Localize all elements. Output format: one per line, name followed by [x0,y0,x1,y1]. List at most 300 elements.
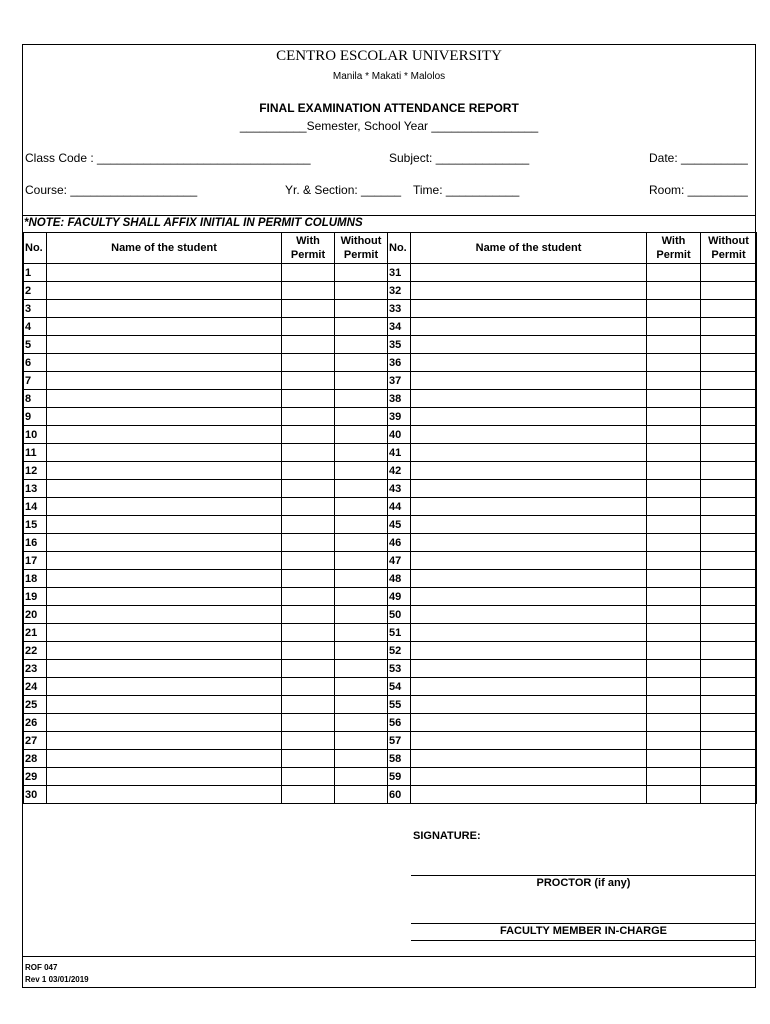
row-number-left: 27 [24,732,47,750]
row-number-right: 47 [388,552,411,570]
col-name-right: Name of the student [411,233,647,264]
student-name-cell [411,516,647,534]
table-row [24,714,757,732]
without-permit-cell [335,606,388,624]
without-permit-cell [701,624,757,642]
student-name-cell [411,768,647,786]
without-permit-cell [335,282,388,300]
row-number-right: 32 [388,282,411,300]
row-number-left: 2 [24,282,47,300]
without-permit-cell [701,642,757,660]
row-number-right: 40 [388,426,411,444]
table-row [24,282,757,300]
without-permit-cell [335,372,388,390]
row-number-right: 59 [388,768,411,786]
table-row [24,570,757,588]
with-permit-cell [647,516,701,534]
with-permit-cell [282,408,335,426]
col-with-permit-left: With Permit [282,233,335,264]
student-name-cell [47,606,282,624]
row-number-left: 18 [24,570,47,588]
without-permit-cell [335,696,388,714]
time-field: Time: ___________ [413,183,520,197]
report-title: FINAL EXAMINATION ATTENDANCE REPORT [259,101,519,115]
without-permit-cell [335,570,388,588]
with-permit-cell [282,300,335,318]
row-number-right: 41 [388,444,411,462]
row-number-left: 10 [24,426,47,444]
student-name-cell [411,606,647,624]
student-name-cell [47,318,282,336]
table-row [24,480,757,498]
with-permit-cell [647,660,701,678]
student-name-cell [411,264,647,282]
row-number-right: 58 [388,750,411,768]
student-name-cell [411,732,647,750]
row-number-left: 11 [24,444,47,462]
date-field: Date: __________ [649,151,748,165]
with-permit-cell [647,408,701,426]
university-name: CENTRO ESCOLAR UNIVERSITY [276,48,502,64]
with-permit-cell [282,354,335,372]
with-permit-cell [647,336,701,354]
student-name-cell [47,534,282,552]
without-permit-cell [701,372,757,390]
without-permit-cell [335,750,388,768]
student-name-cell [47,624,282,642]
student-name-cell [411,480,647,498]
without-permit-cell [335,552,388,570]
row-number-left: 19 [24,588,47,606]
with-permit-cell [647,786,701,804]
student-name-cell [411,786,647,804]
with-permit-cell [647,570,701,588]
with-permit-cell [282,534,335,552]
with-permit-cell [282,516,335,534]
table-row [24,516,757,534]
campus-list: Manila * Makati * Malolos [332,71,446,82]
without-permit-cell [701,264,757,282]
with-permit-cell [647,390,701,408]
row-number-right: 60 [388,786,411,804]
with-permit-cell [282,660,335,678]
with-permit-cell [282,282,335,300]
student-name-cell [47,444,282,462]
without-permit-cell [701,714,757,732]
table-row [24,732,757,750]
student-name-cell [411,750,647,768]
row-number-right: 48 [388,570,411,588]
student-name-cell [411,660,647,678]
without-permit-cell [335,732,388,750]
table-row [24,750,757,768]
student-name-cell [47,480,282,498]
row-number-right: 46 [388,534,411,552]
without-permit-cell [335,300,388,318]
with-permit-cell [282,498,335,516]
table-row [24,678,757,696]
with-permit-cell [647,750,701,768]
with-permit-cell [647,606,701,624]
row-number-left: 4 [24,318,47,336]
student-name-cell [47,300,282,318]
student-name-cell [47,696,282,714]
student-name-cell [411,354,647,372]
student-name-cell [47,678,282,696]
without-permit-cell [335,642,388,660]
student-name-cell [411,318,647,336]
with-permit-cell [282,606,335,624]
student-name-cell [47,426,282,444]
row-number-left: 1 [24,264,47,282]
with-permit-cell [282,678,335,696]
signature-label: SIGNATURE: [413,830,481,842]
table-row [24,336,757,354]
with-permit-cell [282,552,335,570]
table-row [24,696,757,714]
attendance-table [23,232,757,804]
faculty-label: FACULTY MEMBER IN-CHARGE [499,925,668,937]
footer-divider [23,956,756,957]
student-name-cell [411,426,647,444]
with-permit-cell [647,642,701,660]
without-permit-cell [701,678,757,696]
with-permit-cell [282,318,335,336]
without-permit-cell [335,678,388,696]
without-permit-cell [335,408,388,426]
student-name-cell [411,624,647,642]
col-without-permit-right: Without Permit [701,233,757,264]
table-row [24,300,757,318]
student-name-cell [47,336,282,354]
table-row [24,624,757,642]
without-permit-cell [701,408,757,426]
with-permit-cell [647,444,701,462]
table-row [24,660,757,678]
row-number-left: 15 [24,516,47,534]
with-permit-cell [647,354,701,372]
col-name-left: Name of the student [47,233,282,264]
without-permit-cell [335,624,388,642]
without-permit-cell [701,480,757,498]
with-permit-cell [647,732,701,750]
without-permit-cell [701,786,757,804]
revision: Rev 1 03/01/2019 [25,975,89,984]
with-permit-cell [647,426,701,444]
row-number-left: 16 [24,534,47,552]
with-permit-cell [282,642,335,660]
row-number-right: 54 [388,678,411,696]
table-row [24,498,757,516]
with-permit-cell [647,714,701,732]
with-permit-cell [282,570,335,588]
with-permit-cell [282,624,335,642]
row-number-left: 6 [24,354,47,372]
with-permit-cell [282,444,335,462]
table-row [24,264,757,282]
class-code-field: Class Code : ________________________________ [25,151,311,165]
without-permit-cell [701,318,757,336]
without-permit-cell [701,768,757,786]
with-permit-cell [282,588,335,606]
student-name-cell [411,498,647,516]
row-number-left: 7 [24,372,47,390]
row-number-left: 28 [24,750,47,768]
without-permit-cell [701,426,757,444]
student-name-cell [47,588,282,606]
table-row [24,588,757,606]
student-name-cell [411,408,647,426]
student-name-cell [47,768,282,786]
row-number-right: 34 [388,318,411,336]
with-permit-cell [647,768,701,786]
col-no-left: No. [24,233,47,264]
table-row [24,552,757,570]
row-number-left: 17 [24,552,47,570]
note-divider [23,215,756,216]
row-number-left: 23 [24,660,47,678]
without-permit-cell [335,660,388,678]
without-permit-cell [335,516,388,534]
row-number-right: 45 [388,516,411,534]
without-permit-cell [335,462,388,480]
student-name-cell [47,570,282,588]
without-permit-cell [701,660,757,678]
without-permit-cell [701,588,757,606]
student-name-cell [411,372,647,390]
row-number-left: 26 [24,714,47,732]
student-name-cell [411,588,647,606]
table-row [24,534,757,552]
student-name-cell [411,714,647,732]
row-number-left: 8 [24,390,47,408]
table-row [24,462,757,480]
without-permit-cell [335,498,388,516]
without-permit-cell [335,786,388,804]
student-name-cell [47,390,282,408]
form-page [22,44,756,988]
student-name-cell [411,696,647,714]
row-number-left: 25 [24,696,47,714]
row-number-left: 12 [24,462,47,480]
without-permit-cell [701,498,757,516]
with-permit-cell [282,768,335,786]
without-permit-cell [701,282,757,300]
permit-note: *NOTE: FACULTY SHALL AFFIX INITIAL IN PERMIT COLUMNS [24,217,363,229]
without-permit-cell [701,354,757,372]
student-name-cell [411,534,647,552]
student-name-cell [47,264,282,282]
student-name-cell [411,390,647,408]
without-permit-cell [335,264,388,282]
row-number-right: 49 [388,588,411,606]
without-permit-cell [335,336,388,354]
student-name-cell [47,462,282,480]
without-permit-cell [701,390,757,408]
student-name-cell [47,516,282,534]
table-row [24,408,757,426]
student-name-cell [411,552,647,570]
without-permit-cell [701,462,757,480]
without-permit-cell [701,732,757,750]
with-permit-cell [282,426,335,444]
with-permit-cell [647,678,701,696]
student-name-cell [47,372,282,390]
student-name-cell [47,732,282,750]
row-number-right: 42 [388,462,411,480]
without-permit-cell [335,390,388,408]
faculty-underline [411,940,756,941]
table-row [24,354,757,372]
row-number-right: 39 [388,408,411,426]
with-permit-cell [282,786,335,804]
student-name-cell [47,642,282,660]
with-permit-cell [282,390,335,408]
with-permit-cell [282,696,335,714]
with-permit-cell [647,624,701,642]
row-number-right: 33 [388,300,411,318]
row-number-left: 9 [24,408,47,426]
proctor-signature-line [411,875,756,876]
form-code: ROF 047 [25,963,58,972]
student-name-cell [47,354,282,372]
row-number-left: 20 [24,606,47,624]
with-permit-cell [647,282,701,300]
room-field: Room: _________ [649,183,748,197]
table-row [24,318,757,336]
row-number-right: 56 [388,714,411,732]
row-number-right: 31 [388,264,411,282]
without-permit-cell [701,606,757,624]
with-permit-cell [647,498,701,516]
student-name-cell [411,282,647,300]
student-name-cell [411,642,647,660]
with-permit-cell [282,714,335,732]
without-permit-cell [335,444,388,462]
table-row [24,768,757,786]
row-number-left: 24 [24,678,47,696]
without-permit-cell [335,714,388,732]
row-number-left: 21 [24,624,47,642]
student-name-cell [411,462,647,480]
row-number-right: 35 [388,336,411,354]
row-number-left: 29 [24,768,47,786]
without-permit-cell [335,588,388,606]
student-name-cell [47,750,282,768]
table-row [24,372,757,390]
without-permit-cell [701,750,757,768]
row-number-right: 37 [388,372,411,390]
semester-line: __________Semester, School Year ________________ [239,119,539,133]
with-permit-cell [647,696,701,714]
row-number-left: 22 [24,642,47,660]
student-name-cell [47,552,282,570]
without-permit-cell [335,426,388,444]
faculty-signature-line [411,923,756,924]
course-field: Course: ___________________ [25,183,198,197]
without-permit-cell [335,534,388,552]
table-header-row [24,233,757,264]
with-permit-cell [647,552,701,570]
row-number-left: 3 [24,300,47,318]
without-permit-cell [335,318,388,336]
student-name-cell [47,714,282,732]
with-permit-cell [647,300,701,318]
with-permit-cell [282,732,335,750]
student-name-cell [47,408,282,426]
with-permit-cell [647,318,701,336]
student-name-cell [47,660,282,678]
student-name-cell [47,282,282,300]
row-number-right: 57 [388,732,411,750]
table-row [24,606,757,624]
student-name-cell [411,300,647,318]
row-number-left: 5 [24,336,47,354]
row-number-right: 53 [388,660,411,678]
row-number-right: 55 [388,696,411,714]
table-row [24,642,757,660]
without-permit-cell [701,552,757,570]
table-row [24,786,757,804]
with-permit-cell [647,264,701,282]
with-permit-cell [282,480,335,498]
without-permit-cell [701,516,757,534]
table-row [24,426,757,444]
without-permit-cell [335,354,388,372]
with-permit-cell [282,336,335,354]
row-number-right: 52 [388,642,411,660]
row-number-right: 38 [388,390,411,408]
with-permit-cell [282,462,335,480]
table-row [24,444,757,462]
col-with-permit-right: With Permit [647,233,701,264]
table-row [24,390,757,408]
row-number-right: 50 [388,606,411,624]
without-permit-cell [701,570,757,588]
yr-section-field: Yr. & Section: ______ [285,183,402,197]
row-number-right: 43 [388,480,411,498]
col-no-right: No. [388,233,411,264]
col-without-permit-left: Without Permit [335,233,388,264]
without-permit-cell [701,444,757,462]
without-permit-cell [701,336,757,354]
without-permit-cell [701,696,757,714]
with-permit-cell [282,264,335,282]
with-permit-cell [647,372,701,390]
row-number-right: 36 [388,354,411,372]
with-permit-cell [647,588,701,606]
with-permit-cell [282,372,335,390]
without-permit-cell [335,768,388,786]
with-permit-cell [647,480,701,498]
with-permit-cell [282,750,335,768]
with-permit-cell [647,462,701,480]
without-permit-cell [701,300,757,318]
student-name-cell [47,498,282,516]
student-name-cell [47,786,282,804]
without-permit-cell [335,480,388,498]
student-name-cell [411,444,647,462]
row-number-right: 44 [388,498,411,516]
student-name-cell [411,570,647,588]
subject-field: Subject: ______________ [389,151,530,165]
row-number-left: 14 [24,498,47,516]
row-number-left: 30 [24,786,47,804]
proctor-label: PROCTOR (if any) [536,877,631,889]
student-name-cell [411,336,647,354]
row-number-right: 51 [388,624,411,642]
without-permit-cell [701,534,757,552]
